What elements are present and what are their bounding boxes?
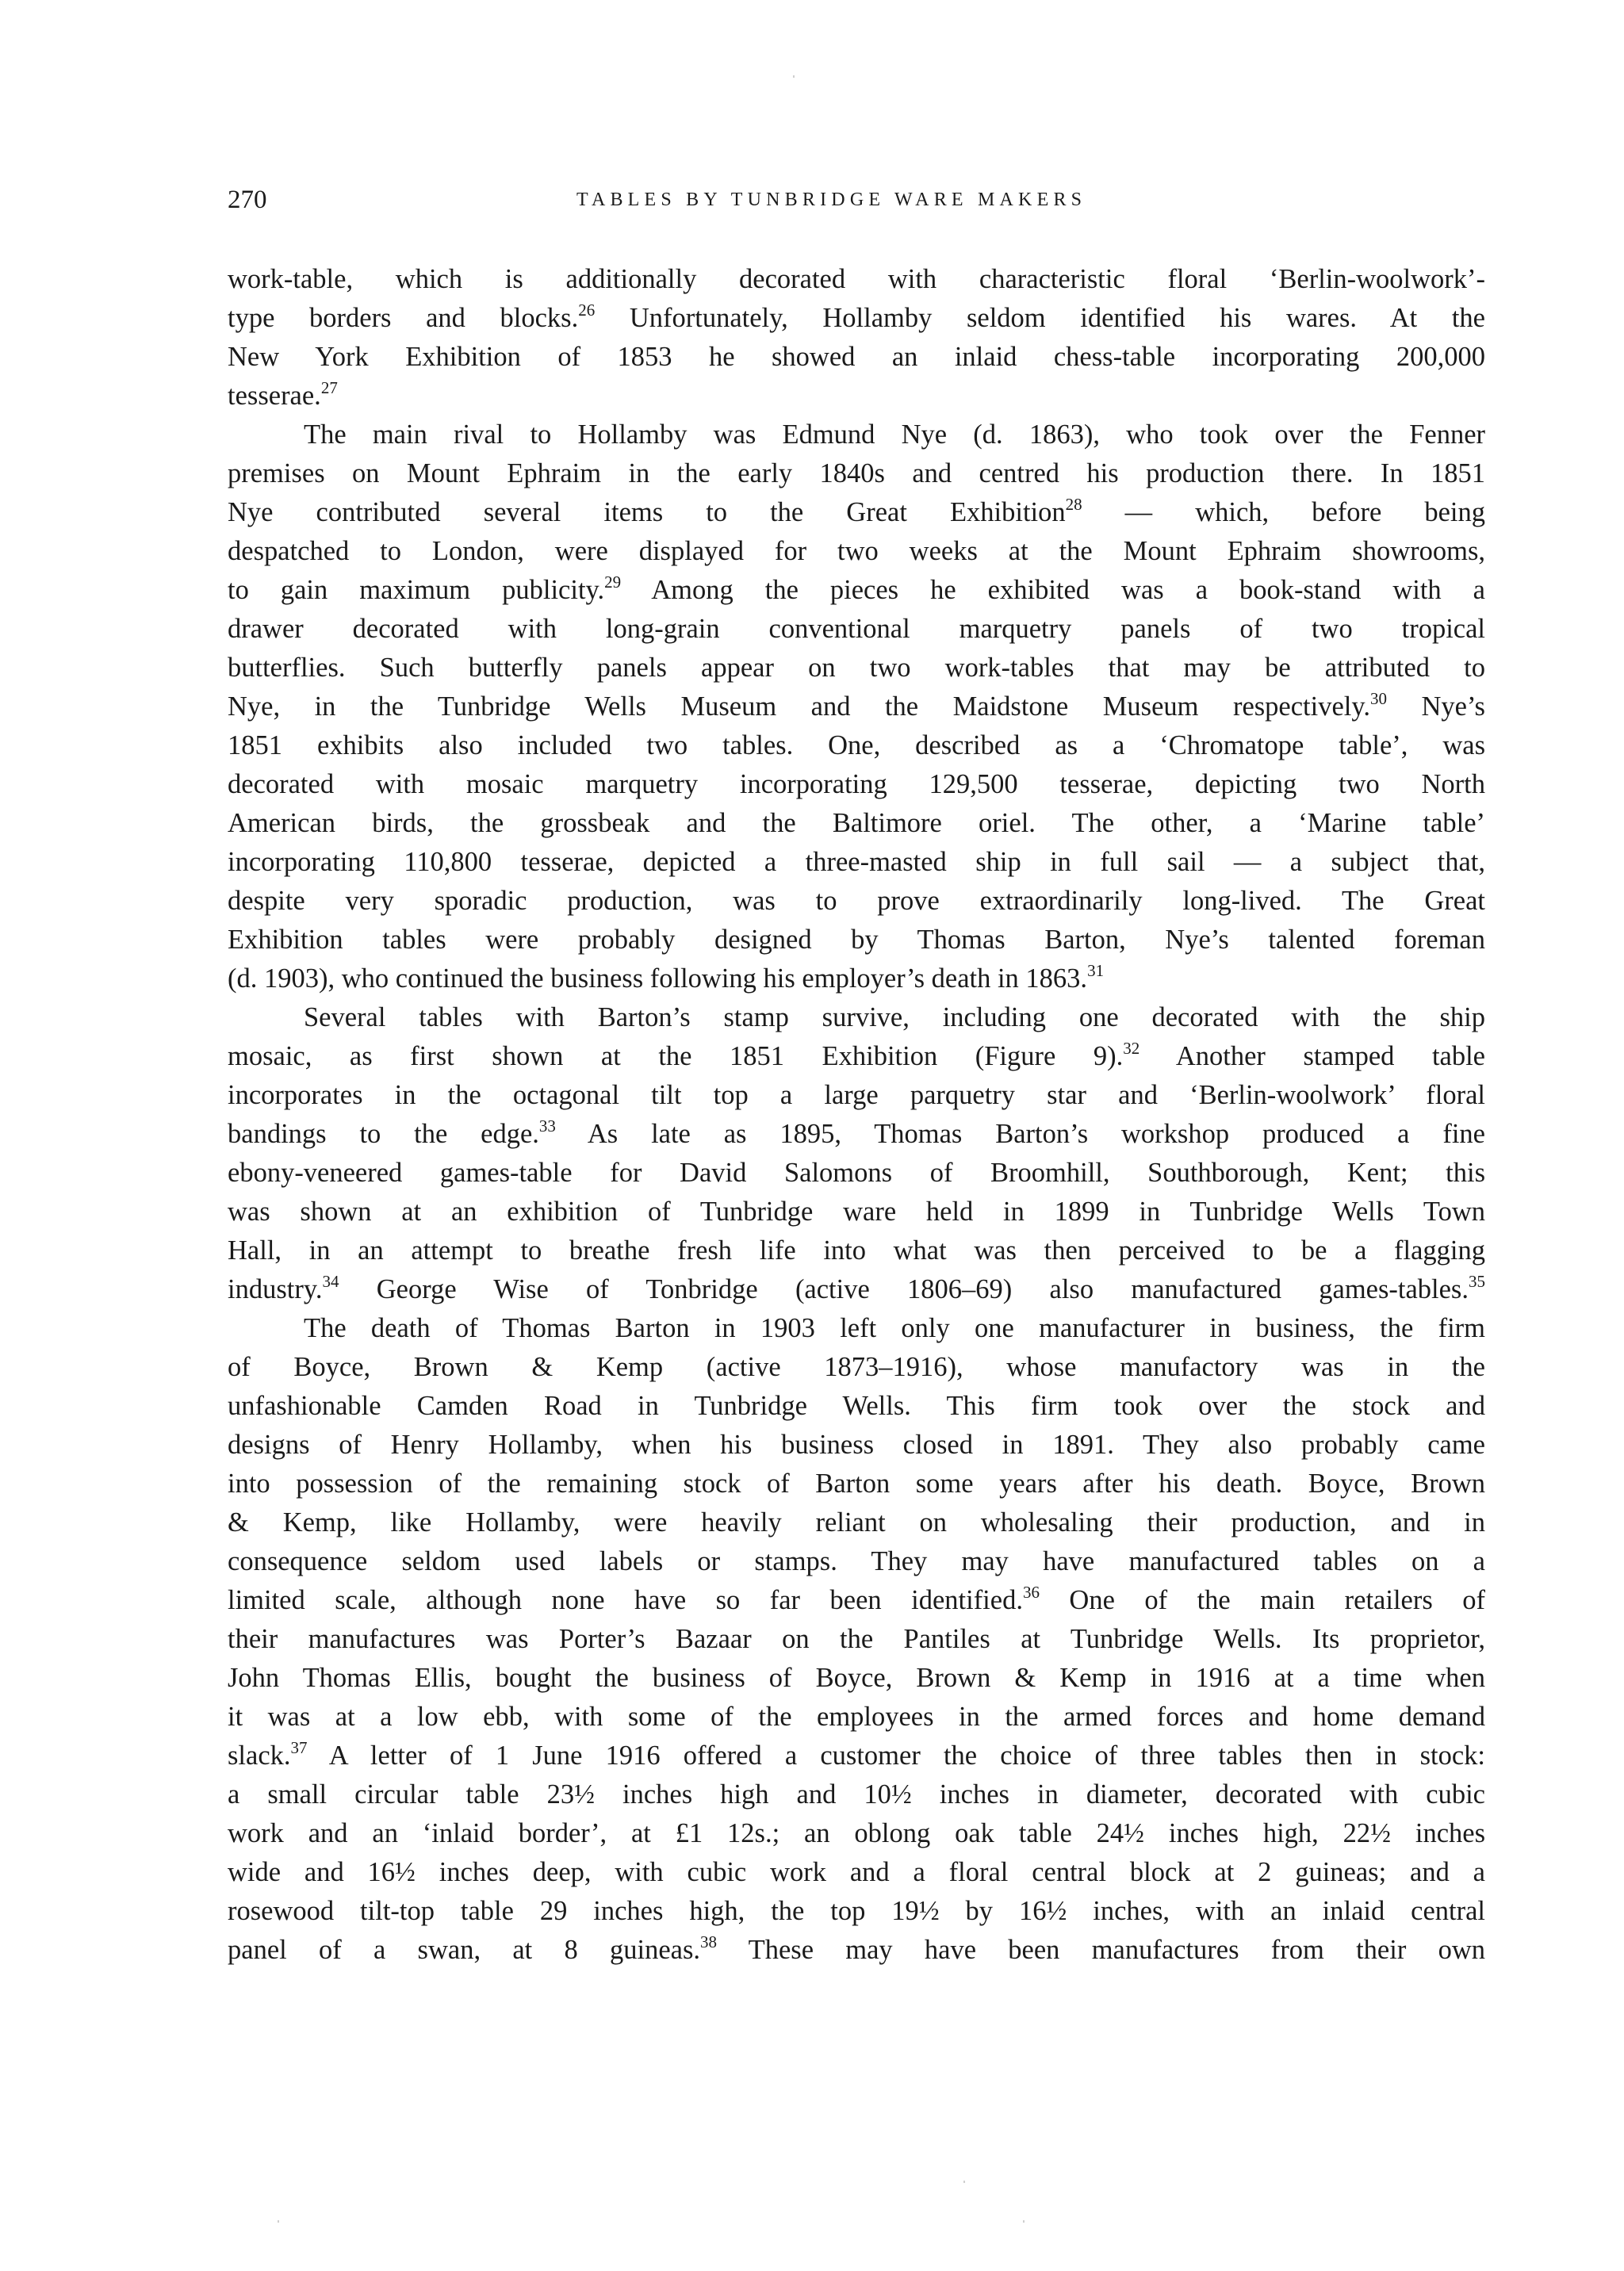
text-run: American birds, the grossbeak and the Baltimore oriel. The other, a ‘Marine table’ <box>228 808 1485 838</box>
text-run: (d. 1903), who continued the business following his employer’s death in 1863. <box>228 963 1088 994</box>
footnote-ref[interactable]: 33 <box>538 1116 556 1136</box>
text-line <box>228 610 1485 649</box>
text-line <box>228 1270 1485 1309</box>
text-line <box>228 687 1485 726</box>
text-run: Several tables with Barton’s stamp survive, including one decorated with the ship <box>304 1002 1485 1032</box>
text-line <box>228 1542 1485 1581</box>
text-run: butterflies. Such butterfly panels appear on two work-tables that may be attributed to <box>228 653 1485 683</box>
text-run: incorporating 110,800 tesserae, depicted a three-masted ship in full sail — a subject that, <box>228 847 1485 877</box>
text-line <box>228 1231 1485 1270</box>
running-head <box>228 184 1485 216</box>
footnote-ref[interactable]: 29 <box>604 573 622 592</box>
footnote-ref[interactable]: 36 <box>1022 1583 1040 1602</box>
text-run: John Thomas Ellis, bought the business of Boyce, Brown & Kemp in 1916 at a time when <box>228 1663 1485 1693</box>
text-run: premises on Mount Ephraim in the early 1840s and centred his production there. In 1851 <box>228 458 1485 488</box>
text-run: One of the main retailers of <box>1039 1585 1485 1615</box>
text-run: mosaic, as first shown at the 1851 Exhibition (Figure 9). <box>228 1041 1124 1071</box>
text-line <box>228 299 1485 338</box>
text-run: ebony-veneered games-table for David Salomons of Broomhill, Southborough, Kent; this <box>228 1158 1485 1188</box>
page-number: 270 <box>228 186 267 214</box>
text-run: A letter of 1 June 1916 offered a customer the choice of three tables then in stock: <box>307 1741 1485 1771</box>
text-run: As late as 1895, Thomas Barton’s workshop produced a fine <box>555 1119 1485 1149</box>
footnote-ref[interactable]: 28 <box>1065 495 1082 514</box>
text-line <box>228 1076 1485 1115</box>
text-run: consequence seldom used labels or stamps. They may have manufactured tables on a <box>228 1546 1485 1576</box>
text-run: These may have been manufactures from their own <box>717 1935 1485 1965</box>
text-run: of Boyce, Brown & Kemp (active 1873–1916), whose manufactory was in the <box>228 1352 1485 1382</box>
text-line <box>228 921 1485 959</box>
text-run: industry. <box>228 1274 323 1304</box>
text-line <box>228 1154 1485 1193</box>
text-run: New York Exhibition of 1853 he showed an inlaid chess-table incorporating 200,000 <box>228 342 1485 372</box>
text-line <box>228 765 1485 804</box>
text-run: to gain maximum publicity. <box>228 575 605 605</box>
footnote-ref[interactable]: 38 <box>700 1932 717 1951</box>
text-line <box>228 1387 1485 1426</box>
text-line <box>228 1115 1485 1154</box>
text-run: Nye, in the Tunbridge Wells Museum and the Maidstone Museum respectively. <box>228 691 1371 722</box>
text-run: wide and 16½ inches deep, with cubic work and a floral central block at 2 guineas; and a <box>228 1857 1485 1887</box>
text-line <box>228 1775 1485 1814</box>
scan-speck <box>793 75 795 78</box>
text-line <box>228 338 1485 377</box>
text-run: was shown at an exhibition of Tunbridge ware held in 1899 in Tunbridge Wells Town <box>228 1197 1485 1227</box>
text-line <box>228 726 1485 765</box>
text-run: bandings to the edge. <box>228 1119 539 1149</box>
text-line <box>228 1892 1485 1931</box>
text-run: Another stamped table <box>1139 1041 1485 1071</box>
text-run: type borders and blocks. <box>228 303 579 333</box>
text-run: — which, before being <box>1082 497 1485 527</box>
text-run: into possession of the remaining stock of Barton some years after his death. Boyce, Brown <box>228 1469 1485 1499</box>
text-line <box>228 959 1485 998</box>
text-line <box>228 1659 1485 1698</box>
text-run: their manufactures was Porter’s Bazaar on the Pantiles at Tunbridge Wells. Its proprietor, <box>228 1624 1485 1654</box>
text-line <box>228 1348 1485 1387</box>
text-line <box>228 1309 1485 1348</box>
text-line <box>228 1853 1485 1892</box>
text-run: rosewood tilt-top table 29 inches high, the top 19½ by 16½ inches, with an inlaid central <box>228 1896 1485 1926</box>
text-run: slack. <box>228 1741 291 1771</box>
text-line <box>228 1698 1485 1737</box>
text-line <box>228 1426 1485 1465</box>
text-run: designs of Henry Hollamby, when his business closed in 1891. They also probably came <box>228 1430 1485 1460</box>
text-run: 1851 exhibits also included two tables. One, described as a ‘Chromatope table’, was <box>228 730 1485 760</box>
text-run: incorporates in the octagonal tilt top a large parquetry star and ‘Berlin-woolwork’ floral <box>228 1080 1485 1110</box>
text-line <box>228 454 1485 493</box>
text-run: George Wise of Tonbridge (active 1806–69) also manufactured games-tables. <box>339 1274 1469 1304</box>
footnote-ref[interactable]: 37 <box>290 1738 308 1757</box>
footnote-ref[interactable]: 35 <box>1469 1272 1485 1291</box>
text-run: Nye contributed several items to the Great Exhibition <box>228 497 1066 527</box>
text-line <box>228 377 1485 416</box>
footnote-ref[interactable]: 30 <box>1370 689 1388 708</box>
text-line <box>228 532 1485 571</box>
text-run: Nye’s <box>1387 691 1485 722</box>
running-head-title: TABLES BY TUNBRIDGE WARE MAKERS <box>576 190 1087 210</box>
text-run: Unfortunately, Hollamby seldom identified his wares. At the <box>595 303 1485 333</box>
text-line <box>228 416 1485 454</box>
text-run: Among the pieces he exhibited was a book-stand with a <box>621 575 1485 605</box>
text-run: & Kemp, like Hollamby, were heavily reliant on wholesaling their production, and in <box>228 1507 1485 1538</box>
footnote-ref[interactable]: 34 <box>322 1272 339 1291</box>
scan-speck <box>963 2181 965 2183</box>
text-line <box>228 1037 1485 1076</box>
text-line <box>228 1931 1485 1970</box>
text-run: work and an ‘inlaid border’, at £1 12s.; an oblong oak table 24½ inches high, 22½ inches <box>228 1818 1485 1848</box>
text-run: drawer decorated with long-grain conventional marquetry panels of two tropical <box>228 614 1485 644</box>
footnote-ref[interactable]: 31 <box>1087 961 1105 980</box>
footnote-ref[interactable]: 27 <box>320 378 338 397</box>
text-run: panel of a swan, at 8 guineas. <box>228 1935 700 1965</box>
scan-speck <box>278 2220 279 2223</box>
text-line <box>228 998 1485 1037</box>
text-run: Exhibition tables were probably designed by Thomas Barton, Nye’s talented foreman <box>228 925 1485 955</box>
text-line <box>228 1581 1485 1620</box>
text-run: The main rival to Hollamby was Edmund Nye (d. 1863), who took over the Fenner <box>304 419 1485 450</box>
footnote-ref[interactable]: 26 <box>578 301 596 320</box>
text-run: despatched to London, were displayed for two weeks at the Mount Ephraim showrooms, <box>228 536 1485 566</box>
footnote-ref[interactable]: 32 <box>1123 1039 1140 1058</box>
text-run: decorated with mosaic marquetry incorporating 129,500 tesserae, depicting two North <box>228 769 1485 799</box>
text-line <box>228 1503 1485 1542</box>
text-line <box>228 804 1485 843</box>
text-run: a small circular table 23½ inches high and 10½ inches in diameter, decorated with cubic <box>228 1779 1485 1810</box>
text-run: limited scale, although none have so far been identified. <box>228 1585 1023 1615</box>
text-run: it was at a low ebb, with some of the employees in the armed forces and home demand <box>228 1702 1485 1732</box>
text-line <box>228 1465 1485 1503</box>
text-line <box>228 260 1485 299</box>
text-line <box>228 843 1485 882</box>
body-text <box>228 260 1485 1970</box>
text-line <box>228 1814 1485 1853</box>
text-run: unfashionable Camden Road in Tunbridge Wells. This firm took over the stock and <box>228 1391 1485 1421</box>
text-line <box>228 1193 1485 1231</box>
text-run: tesserae. <box>228 381 321 411</box>
text-run: work-table, which is additionally decorated with characteristic floral ‘Berlin-woolwork’- <box>228 264 1485 294</box>
text-line <box>228 1737 1485 1775</box>
text-line <box>228 649 1485 687</box>
text-line <box>228 493 1485 532</box>
text-run: Hall, in an attempt to breathe fresh life into what was then perceived to be a flagging <box>228 1235 1485 1266</box>
text-line <box>228 571 1485 610</box>
text-run: The death of Thomas Barton in 1903 left only one manufacturer in business, the firm <box>304 1313 1485 1343</box>
scan-speck <box>1023 2220 1025 2223</box>
text-line <box>228 1620 1485 1659</box>
text-run: despite very sporadic production, was to prove extraordinarily long-lived. The Great <box>228 886 1485 916</box>
text-line <box>228 882 1485 921</box>
